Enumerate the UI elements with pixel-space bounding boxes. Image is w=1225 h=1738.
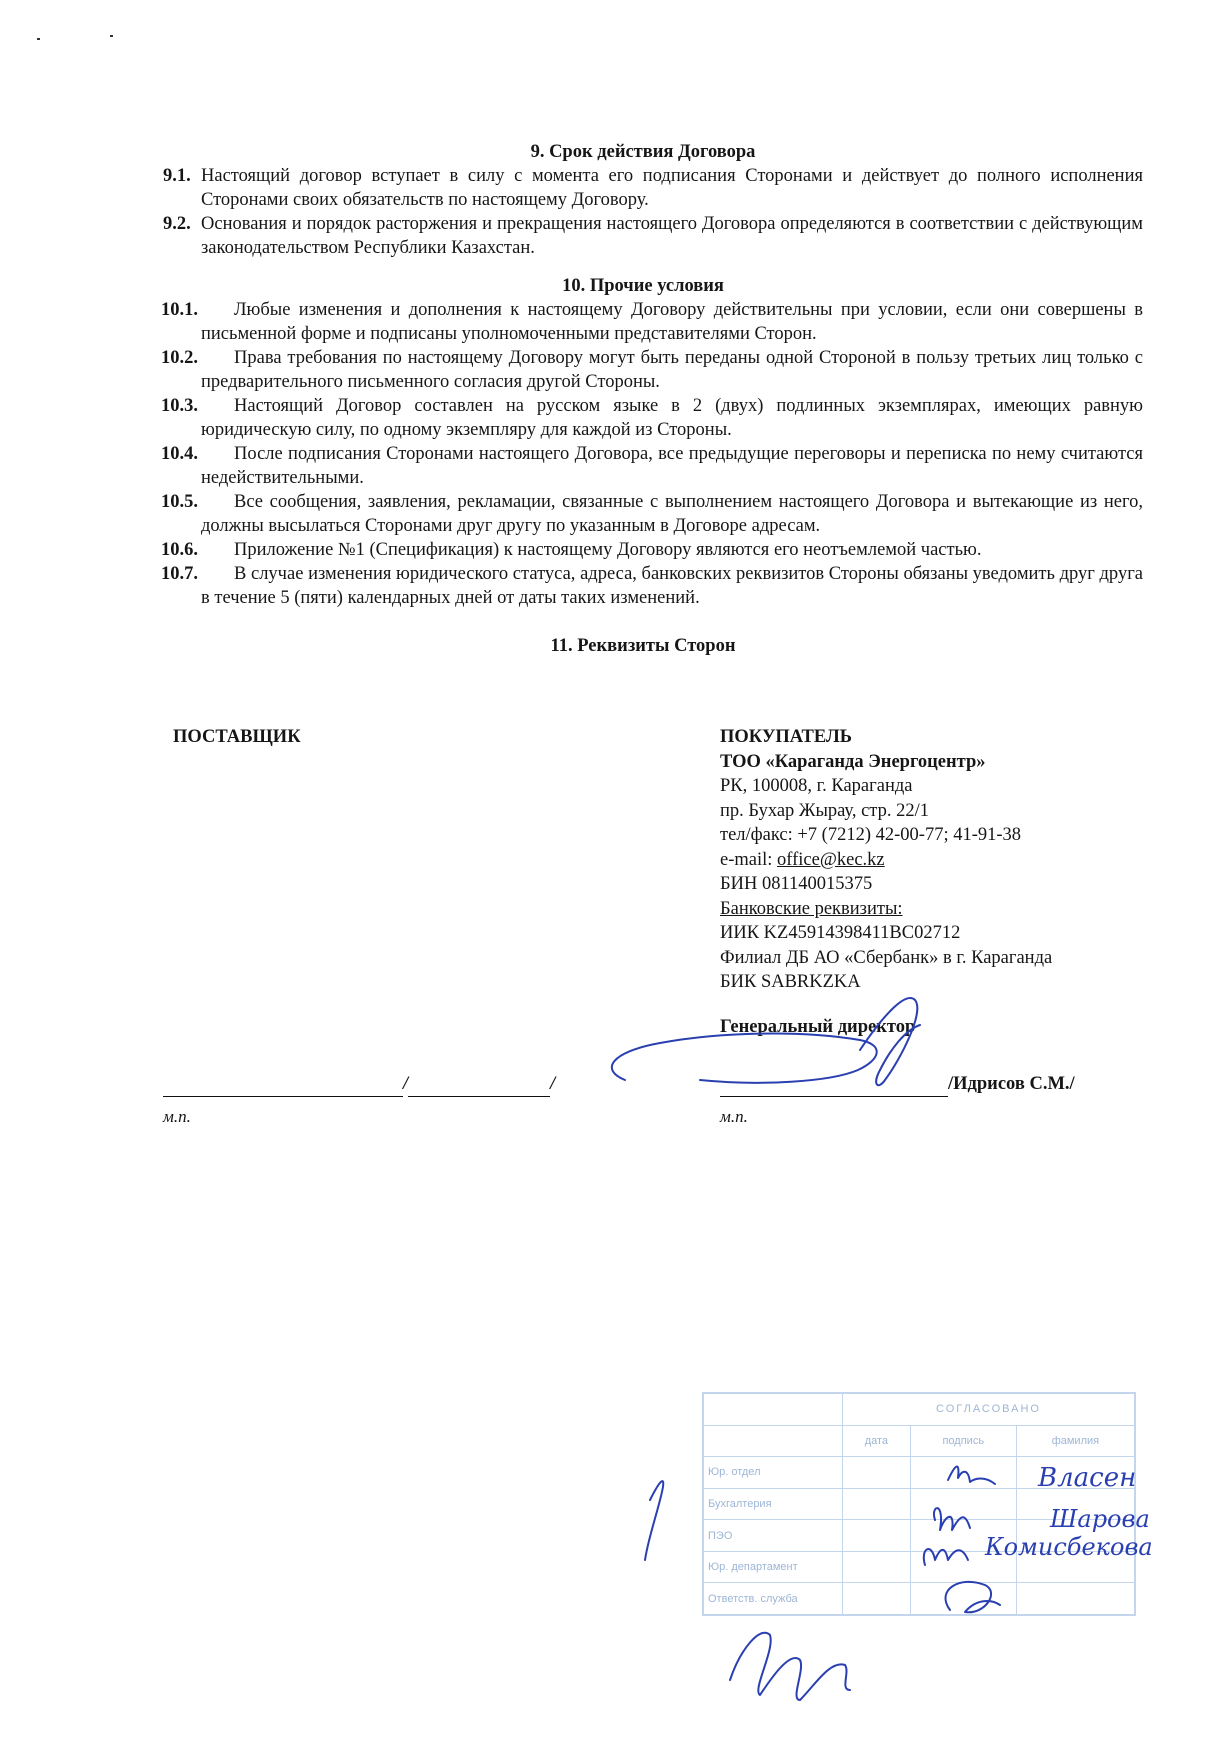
clause-text: Все сообщения, заявления, рекламации, связанные с выполнением настоящего Договора и вытекающие из него, должны высылаться Сторонами друг другу по указанным в Договоре адресам. <box>201 492 1143 536</box>
stamp-signature-2 <box>934 1508 970 1530</box>
clause-text: Настоящий договор вступает в силу с момента его подписания Сторонами и действует до полного исполнения Сторонами своих обязательств по настоящему Договору. <box>201 166 1143 210</box>
buyer-address-city: РК, 100008, г. Караганда <box>720 776 913 796</box>
clause-text: Права требования по настоящему Договору могут быть переданы одной Стороной в пользу третьих лиц только с предварительного письменного согласия другой Стороны. <box>201 348 1143 392</box>
buyer-phone: тел/факс: +7 (7212) 42-00-77; 41-91-38 <box>720 825 1022 845</box>
stamp-surname-2: Шарова <box>1050 1505 1150 1533</box>
buyer-heading: ПОКУПАТЕЛЬ <box>720 727 852 747</box>
stamp-row-label: Юр. отдел <box>704 1457 843 1489</box>
bank-details-heading: Банковские реквизиты: <box>720 898 903 919</box>
stamp-signature-3 <box>924 1549 968 1565</box>
director-title: Генеральный директор <box>720 1016 916 1037</box>
buyer-bank: Филиал ДБ АО «Сбербанк» в г. Караганда <box>720 947 1053 968</box>
clause-number: 10.2. <box>161 348 198 368</box>
clause-number: 10.6. <box>161 540 198 560</box>
clause-number: 10.5. <box>161 492 198 512</box>
seal-placeholder: м.п. <box>163 1107 191 1126</box>
section-title: 11. Реквизиты Сторон <box>550 636 736 656</box>
clause-number: 9.2. <box>163 214 191 234</box>
stamp-col-signature: подпись <box>910 1425 1016 1457</box>
stamp-surname-3: Комисбекова <box>985 1533 1153 1561</box>
buyer-signatory: /Идрисов С.М./ <box>948 1074 1075 1094</box>
stamp-row-label: Юр. департамент <box>704 1551 843 1583</box>
clause-number: 9.1. <box>163 166 191 186</box>
clause-text: Настоящий Договор составлен на русском языке в 2 (двух) подлинных экземплярах, имеющих равную юридическую силу, по одному экземпляру для каждой из Стороны. <box>201 396 1143 440</box>
clause-text: Основания и порядок расторжения и прекращения настоящего Договора определяются в соответствии с действующим законодательством Республики Казахстан. <box>201 214 1143 258</box>
buyer-email-label: e-mail: <box>720 849 778 870</box>
stamp-col-surname: фамилия <box>1016 1425 1134 1457</box>
supplier-heading: ПОСТАВЩИК <box>173 727 301 747</box>
buyer-iik: ИИК KZ45914398411BC02712 <box>720 923 961 943</box>
clause-number: 10.3. <box>161 396 198 416</box>
clause-text: В случае изменения юридического статуса, адреса, банковских реквизитов Стороны обязаны уведомить друг друга в течение 5 (пяти) календарных дней от даты таких изменений. <box>201 564 1143 608</box>
seal-placeholder: м.п. <box>720 1107 748 1126</box>
signature-separator: / <box>403 1074 409 1094</box>
buyer-name: ТОО «Караганда Энергоцентр» <box>720 751 986 772</box>
clause-number: 10.4. <box>161 444 198 464</box>
buyer-email-link[interactable]: office@kec.kz <box>777 849 885 870</box>
stamp-row-label: ПЭО <box>704 1520 843 1552</box>
buyer-address-street: пр. Бухар Жырау, стр. 22/1 <box>720 800 929 821</box>
approval-scribble <box>645 1481 850 1700</box>
clause-text: Приложение №1 (Спецификация) к настоящему Договору являются его неотъемлемой частью. <box>234 540 982 560</box>
buyer-bin: БИН 081140015375 <box>720 874 873 894</box>
clause-number: 10.1. <box>161 300 198 320</box>
section-title: 10. Прочие условия <box>562 276 724 296</box>
director-signature <box>612 998 920 1085</box>
section-title: 9. Срок действия Договора <box>530 142 756 162</box>
clause-text: После подписания Сторонами настоящего Договора, все предыдущие переговоры и переписка по нему считаются недействительными. <box>201 444 1143 488</box>
stamp-row-label: Ответств. служба <box>704 1583 843 1615</box>
stamp-title: СОГЛАСОВАНО <box>843 1394 1135 1426</box>
buyer-bik: БИК SABRKZKA <box>720 972 861 992</box>
signature-separator: / <box>550 1074 556 1094</box>
clause-number: 10.7. <box>161 564 198 584</box>
stamp-signature-4 <box>945 1582 1000 1612</box>
stamp-col-date: дата <box>843 1425 911 1457</box>
clause-text: Любые изменения и дополнения к настоящему Договору действительны при условии, если они совершены в письменной форме и подписаны уполномоченными представителями Сторон. <box>201 300 1143 344</box>
stamp-surname-1: Власен <box>1038 1463 1137 1493</box>
stamp-signature-1 <box>948 1466 995 1484</box>
stamp-row-label: Бухгалтерия <box>704 1488 843 1520</box>
